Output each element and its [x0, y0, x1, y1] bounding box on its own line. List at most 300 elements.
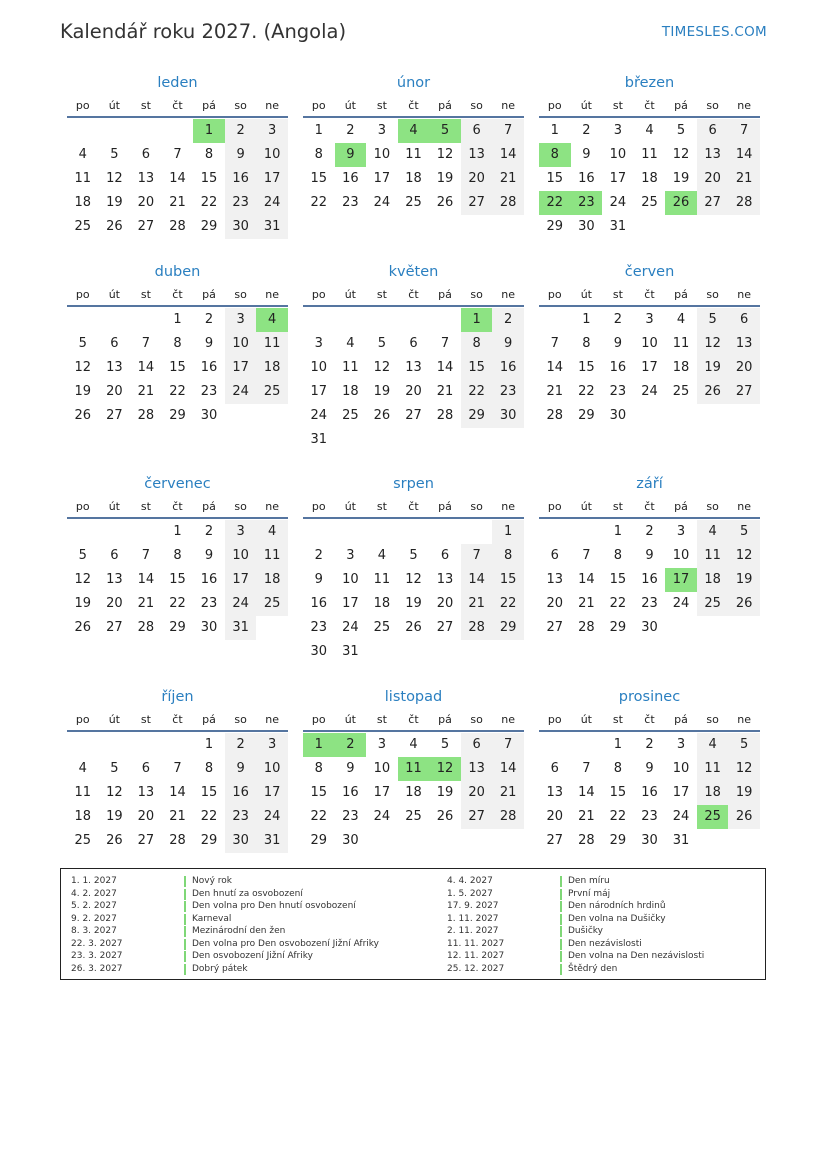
day-cell: 24 [672, 809, 690, 824]
day-cell: 9 [314, 572, 323, 587]
day-cell: 5 [409, 548, 418, 563]
day-cell: 30 [342, 833, 359, 848]
weekday-label: po [311, 99, 326, 112]
weekday-label: út [344, 288, 356, 301]
brand-link[interactable]: TIMESLES.COM [661, 24, 767, 40]
day-cell: 15 [578, 360, 595, 375]
day-cell: 28 [169, 219, 186, 234]
holiday-marker [560, 889, 562, 900]
day-cell: 9 [225, 757, 257, 781]
day-cell: 24 [256, 191, 288, 215]
legend-row [71, 900, 379, 913]
day-cell: 25 [405, 809, 422, 824]
weekday-header [303, 710, 524, 732]
empty-cell [67, 119, 99, 143]
month-10 [303, 684, 524, 853]
day-cell: 14 [728, 143, 760, 167]
day-cell: 19 [74, 384, 92, 399]
day-cell: 31 [256, 829, 288, 853]
day-cell: 2 [582, 123, 591, 138]
day-cell: 2 [204, 312, 214, 327]
legend-holiday-name: Dušičky [568, 926, 603, 936]
empty-cell [398, 308, 430, 332]
holiday-marker [184, 901, 186, 912]
day-cell: 1 [173, 312, 182, 327]
day-cell: 23 [492, 380, 524, 404]
day-cell: 13 [697, 143, 729, 167]
day-cell: 31 [609, 219, 627, 234]
day-grid [539, 732, 760, 853]
day-cell: 12 [405, 572, 422, 587]
day-cell: 17 [672, 785, 690, 800]
weekday-label: so [470, 500, 483, 513]
day-cell: 28 [546, 408, 564, 423]
day-cell: 18 [405, 785, 422, 800]
day-cell: 11 [74, 785, 92, 800]
day-cell: 5 [78, 336, 87, 351]
weekday-label: ne [501, 713, 516, 726]
day-cell: 14 [461, 568, 493, 592]
holiday-day-cell: 23 [571, 191, 603, 215]
day-cell: 16 [492, 356, 524, 380]
day-cell: 4 [377, 548, 387, 563]
holiday-marker [184, 964, 186, 975]
holiday-day-cell: 2 [335, 733, 367, 757]
empty-cell [571, 733, 603, 757]
day-cell: 15 [609, 572, 627, 587]
weekday-label: ne [265, 99, 280, 112]
day-cell: 8 [314, 761, 323, 776]
legend-date: 2. 11. 2027 [447, 926, 499, 936]
weekday-label: po [311, 288, 326, 301]
weekday-label: čt [644, 99, 655, 112]
day-cell: 26 [74, 408, 92, 423]
day-cell: 5 [676, 123, 686, 138]
legend-row [71, 913, 379, 926]
day-cell: 11 [641, 147, 658, 162]
legend-holiday-name: Karneval [192, 913, 232, 924]
day-cell: 3 [256, 733, 288, 757]
day-cell: 27 [137, 833, 155, 848]
day-cell: 5 [78, 548, 87, 563]
day-cell: 28 [728, 191, 760, 215]
day-cell: 8 [204, 761, 214, 776]
weekday-label: po [311, 713, 326, 726]
holiday-marker [560, 876, 562, 887]
day-cell: 31 [310, 432, 328, 447]
legend-row [447, 938, 704, 951]
day-cell: 3 [377, 737, 387, 752]
day-cell: 7 [173, 147, 182, 162]
day-cell: 24 [256, 805, 288, 829]
day-cell: 23 [342, 809, 359, 824]
legend-row [447, 963, 704, 976]
day-cell: 4 [346, 336, 355, 351]
day-cell: 24 [225, 380, 257, 404]
holiday-marker [184, 926, 186, 937]
weekday-label: čt [644, 713, 655, 726]
day-cell: 28 [137, 620, 155, 635]
day-cell: 31 [225, 616, 257, 640]
weekday-label: pá [202, 288, 216, 301]
day-cell: 6 [409, 336, 418, 351]
day-cell: 17 [225, 568, 257, 592]
day-cell: 14 [436, 360, 454, 375]
weekday-label: út [108, 500, 120, 513]
day-cell: 1 [613, 524, 623, 539]
day-cell: 31 [672, 833, 690, 848]
holiday-day-cell: 12 [429, 757, 461, 781]
day-cell: 21 [169, 809, 186, 824]
day-cell: 29 [578, 408, 595, 423]
month-7 [303, 471, 524, 664]
legend-holiday-name: Mezinárodní den žen [192, 926, 286, 936]
day-cell: 10 [373, 147, 391, 162]
empty-cell [130, 520, 162, 544]
day-cell: 22 [169, 384, 186, 399]
day-cell: 6 [461, 119, 493, 143]
holiday-marker [560, 901, 562, 912]
day-cell: 11 [256, 332, 288, 356]
day-cell: 22 [200, 809, 218, 824]
weekday-label: ne [737, 99, 752, 112]
day-cell: 29 [169, 620, 186, 635]
day-cell: 19 [373, 384, 391, 399]
weekday-label: po [547, 288, 562, 301]
day-cell: 27 [405, 408, 422, 423]
day-cell: 6 [141, 761, 151, 776]
day-cell: 12 [697, 332, 729, 356]
day-cell: 30 [225, 829, 257, 853]
day-cell: 23 [641, 809, 658, 824]
day-cell: 11 [74, 171, 92, 186]
day-cell: 15 [609, 785, 627, 800]
weekday-label: po [75, 288, 90, 301]
holiday-marker [560, 951, 562, 962]
weekday-label: ne [265, 713, 280, 726]
empty-cell [67, 733, 99, 757]
legend-column-right [447, 875, 704, 975]
day-cell: 15 [310, 785, 328, 800]
day-cell: 10 [310, 360, 328, 375]
day-cell: 19 [728, 781, 760, 805]
day-cell: 23 [200, 596, 218, 611]
day-cell: 17 [373, 785, 391, 800]
legend-holiday-name: Den volna pro Den hnutí osvobození [192, 901, 356, 911]
day-grid [67, 307, 288, 428]
day-cell: 23 [641, 596, 658, 611]
day-cell: 13 [405, 360, 422, 375]
day-cell: 8 [173, 336, 182, 351]
day-cell: 17 [342, 596, 359, 611]
day-cell: 29 [461, 404, 493, 428]
day-cell: 28 [436, 408, 454, 423]
day-cell: 24 [342, 620, 359, 635]
day-cell: 3 [346, 548, 355, 563]
day-cell: 20 [405, 384, 422, 399]
day-cell: 29 [200, 833, 218, 848]
weekday-header [303, 497, 524, 519]
day-cell: 29 [310, 833, 328, 848]
day-cell: 25 [74, 219, 92, 234]
day-cell: 24 [672, 596, 690, 611]
day-cell: 29 [609, 833, 627, 848]
day-cell: 13 [137, 171, 155, 186]
legend-holiday-name: Den volna pro Den osvobození Jižní Afriky [192, 938, 380, 949]
day-cell: 16 [200, 360, 218, 375]
legend-holiday-name: Den nezávislosti [568, 938, 642, 949]
day-cell: 27 [697, 191, 729, 215]
day-cell: 7 [582, 761, 591, 776]
legend-row [71, 963, 379, 976]
day-cell: 30 [200, 620, 218, 635]
day-cell: 17 [310, 384, 328, 399]
weekday-header [67, 285, 288, 307]
day-cell: 23 [200, 384, 218, 399]
legend-date: 1. 11. 2027 [447, 913, 499, 924]
day-cell: 26 [436, 195, 454, 210]
weekday-header [67, 710, 288, 732]
legend-holiday-name: Nový rok [192, 876, 232, 886]
day-cell: 16 [200, 572, 218, 587]
day-cell: 10 [672, 548, 690, 563]
day-cell: 18 [74, 195, 92, 210]
empty-cell [99, 733, 131, 757]
day-cell: 27 [436, 620, 454, 635]
day-cell: 29 [200, 219, 218, 234]
day-cell: 15 [200, 785, 218, 800]
day-cell: 18 [74, 809, 92, 824]
month-8 [539, 471, 760, 640]
day-cell: 19 [74, 596, 92, 611]
day-cell: 2 [492, 308, 524, 332]
holiday-day-cell: 17 [665, 568, 697, 592]
day-cell: 23 [225, 191, 257, 215]
month-6 [67, 471, 288, 640]
month-1 [303, 70, 524, 215]
day-cell: 31 [342, 644, 359, 659]
day-cell: 28 [578, 620, 595, 635]
empty-cell [130, 119, 162, 143]
day-cell: 3 [256, 119, 288, 143]
weekday-label: čt [172, 288, 183, 301]
day-cell: 5 [728, 733, 760, 757]
day-cell: 27 [137, 219, 155, 234]
day-cell: 3 [645, 312, 654, 327]
weekday-header [303, 285, 524, 307]
day-cell: 31 [256, 215, 288, 239]
day-cell: 10 [609, 147, 627, 162]
day-cell: 19 [405, 596, 422, 611]
weekday-label: pá [674, 713, 688, 726]
day-cell: 19 [436, 785, 454, 800]
day-cell: 19 [436, 171, 454, 186]
day-cell: 11 [672, 336, 690, 351]
day-cell: 8 [204, 147, 214, 162]
day-cell: 18 [256, 356, 288, 380]
day-cell: 21 [546, 384, 564, 399]
day-cell: 11 [405, 147, 422, 162]
day-cell: 26 [728, 805, 760, 829]
empty-cell [539, 308, 571, 332]
day-cell: 1 [314, 123, 323, 138]
day-cell: 13 [546, 785, 564, 800]
day-cell: 18 [405, 171, 422, 186]
day-cell: 26 [436, 809, 454, 824]
day-cell: 19 [672, 171, 690, 186]
day-cell: 13 [106, 572, 123, 587]
day-cell: 8 [173, 548, 182, 563]
day-cell: 14 [578, 572, 595, 587]
holiday-marker [560, 939, 562, 950]
legend-date: 1. 1. 2027 [71, 876, 117, 886]
day-cell: 11 [697, 544, 729, 568]
day-cell: 10 [342, 572, 359, 587]
day-cell: 20 [106, 384, 123, 399]
day-cell: 3 [225, 308, 257, 332]
day-cell: 1 [492, 520, 524, 544]
day-cell: 8 [582, 336, 591, 351]
day-cell: 21 [461, 592, 493, 616]
day-cell: 5 [377, 336, 387, 351]
day-cell: 1 [204, 737, 214, 752]
holiday-day-cell: 9 [335, 143, 367, 167]
day-cell: 7 [582, 548, 591, 563]
weekday-label: ne [737, 500, 752, 513]
day-cell: 2 [645, 524, 654, 539]
holiday-marker [184, 951, 186, 962]
empty-cell [99, 520, 131, 544]
day-cell: 22 [578, 384, 595, 399]
day-cell: 22 [200, 195, 218, 210]
weekday-label: ne [737, 288, 752, 301]
weekday-label: so [234, 99, 247, 112]
legend-row [447, 900, 704, 913]
weekday-label: po [547, 99, 562, 112]
day-cell: 24 [310, 408, 328, 423]
day-cell: 27 [461, 805, 493, 829]
weekday-label: čt [644, 500, 655, 513]
day-cell: 28 [169, 833, 186, 848]
legend-holiday-name: Den hnutí za osvobození [192, 888, 303, 899]
day-cell: 16 [342, 785, 359, 800]
day-cell: 15 [200, 171, 218, 186]
day-cell: 17 [609, 171, 627, 186]
empty-cell [162, 119, 194, 143]
legend-date: 8. 3. 2027 [71, 926, 117, 936]
day-cell: 16 [225, 167, 257, 191]
day-cell: 19 [697, 356, 729, 380]
day-cell: 3 [377, 123, 387, 138]
day-cell: 5 [440, 737, 450, 752]
day-cell: 10 [672, 761, 690, 776]
holiday-day-cell: 25 [697, 805, 729, 829]
day-cell: 30 [578, 219, 595, 234]
month-name: srpen [393, 476, 434, 492]
day-cell: 30 [310, 644, 328, 659]
empty-cell [335, 520, 367, 544]
weekday-label: ne [265, 288, 280, 301]
day-cell: 2 [613, 312, 623, 327]
day-cell: 14 [137, 572, 155, 587]
day-cell: 22 [492, 592, 524, 616]
weekday-label: út [580, 500, 592, 513]
weekday-label: so [706, 500, 719, 513]
day-cell: 2 [225, 119, 257, 143]
weekday-header [539, 497, 760, 519]
day-cell: 7 [550, 336, 559, 351]
day-cell: 13 [436, 572, 454, 587]
weekday-label: út [108, 713, 120, 726]
weekday-label: st [376, 500, 387, 513]
weekday-label: po [75, 713, 90, 726]
month-5 [539, 259, 760, 428]
day-cell: 2 [204, 524, 214, 539]
day-cell: 15 [169, 360, 186, 375]
weekday-label: st [612, 99, 623, 112]
day-cell: 6 [440, 548, 450, 563]
day-cell: 17 [225, 356, 257, 380]
day-cell: 8 [314, 147, 323, 162]
day-cell: 1 [613, 737, 623, 752]
holiday-day-cell: 1 [461, 308, 493, 332]
empty-cell [99, 119, 131, 143]
legend-holiday-name: Den národních hrdinů [568, 901, 666, 911]
empty-cell [67, 308, 99, 332]
weekday-label: út [580, 288, 592, 301]
day-cell: 25 [405, 195, 422, 210]
day-grid [539, 519, 760, 640]
empty-cell [398, 520, 430, 544]
day-cell: 12 [106, 785, 123, 800]
holiday-marker [560, 964, 562, 975]
day-cell: 28 [137, 408, 155, 423]
day-cell: 11 [256, 544, 288, 568]
day-grid [539, 307, 760, 428]
day-grid [67, 118, 288, 239]
day-cell: 10 [373, 761, 391, 776]
weekday-label: st [376, 713, 387, 726]
day-cell: 16 [225, 781, 257, 805]
day-cell: 18 [672, 360, 690, 375]
weekday-label: út [344, 99, 356, 112]
empty-cell [539, 733, 571, 757]
day-cell: 20 [728, 356, 760, 380]
day-cell: 25 [256, 380, 288, 404]
weekday-label: so [706, 288, 719, 301]
day-cell: 29 [609, 620, 627, 635]
month-name: září [636, 476, 663, 492]
day-cell: 27 [106, 408, 123, 423]
weekday-label: po [75, 500, 90, 513]
day-cell: 27 [728, 380, 760, 404]
day-cell: 28 [461, 616, 493, 640]
day-cell: 21 [137, 384, 155, 399]
legend-date: 11. 11. 2027 [447, 938, 505, 949]
month-name: červenec [144, 476, 211, 492]
legend-holiday-name: Den osvobození Jižní Afriky [192, 951, 313, 961]
day-cell: 7 [141, 548, 151, 563]
legend-row [447, 925, 704, 938]
weekday-label: út [108, 288, 120, 301]
month-name: říjen [161, 689, 194, 705]
month-3 [67, 259, 288, 428]
weekday-label: ne [501, 288, 516, 301]
day-cell: 2 [346, 123, 355, 138]
day-cell: 2 [314, 548, 323, 563]
day-cell: 18 [641, 171, 658, 186]
weekday-label: čt [408, 99, 419, 112]
